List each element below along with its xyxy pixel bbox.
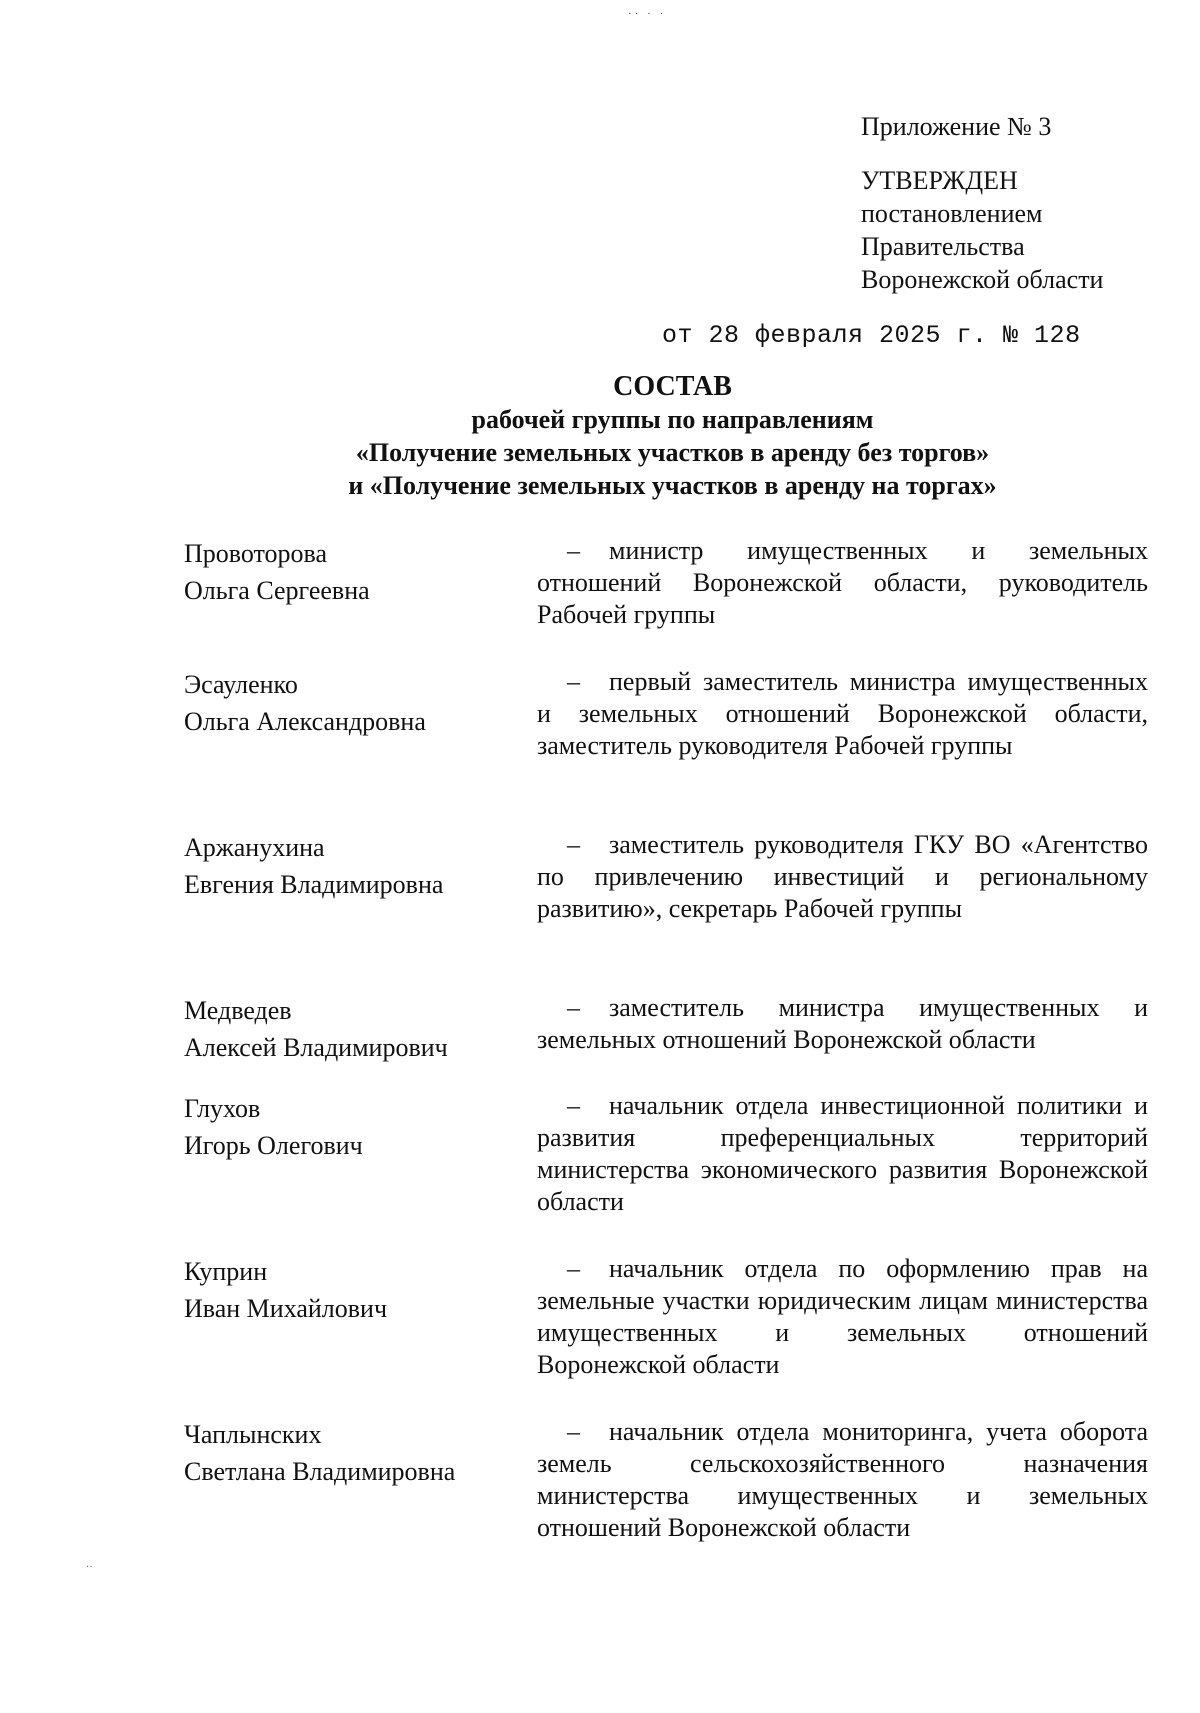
title-main: СОСТАВ xyxy=(613,371,732,402)
member-given-name: Алексей Владимирович xyxy=(184,1033,448,1062)
member-role-text: начальник отдела инвестиционной политики и развития преференциальных территорий министерства экономического развития Воронежской области xyxy=(537,1091,1148,1216)
member-role xyxy=(537,666,1148,762)
member-surname: Медведев xyxy=(184,996,292,1025)
appendix-number: Приложение № 3 xyxy=(861,112,1052,141)
member-surname: Эсауленко xyxy=(184,670,298,699)
member-given-name: Светлана Владимировна xyxy=(184,1457,456,1486)
member-name xyxy=(184,992,448,1066)
member-given-name: Игорь Олегович xyxy=(184,1131,363,1160)
member-role-text: первый заместитель министра имущественных и земельных отношений Воронежской области, заместитель руководителя Рабочей группы xyxy=(537,667,1148,760)
scan-speck: ·· xyxy=(86,1562,93,1573)
member-role-text: начальник отдела по оформлению прав на земельные участки юридическим лицам министерства имущественных и земельных отношений Воронежской области xyxy=(537,1254,1148,1379)
member-name xyxy=(184,1416,455,1490)
member-name xyxy=(184,666,426,740)
approval-block xyxy=(861,110,1103,296)
title-line-1: рабочей группы по направлениям xyxy=(471,405,874,434)
approved-label: УТВЕРЖДЕН xyxy=(861,166,1018,195)
member-surname: Глухов xyxy=(184,1094,261,1123)
member-role xyxy=(537,829,1148,925)
member-role-text: заместитель руководителя ГКУ ВО «Агентство по привлечению инвестиций и региональному развитию», секретарь Рабочей группы xyxy=(537,830,1148,923)
member-name xyxy=(184,1253,387,1327)
member-role xyxy=(537,1253,1148,1381)
member-surname: Чаплынских xyxy=(184,1420,322,1449)
government-label: Правительства xyxy=(861,232,1025,261)
role-dash: – xyxy=(567,1091,580,1120)
member-role xyxy=(537,992,1148,1056)
member-given-name: Иван Михайлович xyxy=(184,1294,388,1323)
title-line-2: «Получение земельных участков в аренду без торгов» xyxy=(355,438,990,467)
member-role xyxy=(537,1090,1148,1218)
member-given-name: Ольга Александровна xyxy=(184,707,426,736)
decree-label: постановлением xyxy=(861,199,1043,228)
title-line-3: и «Получение земельных участков в аренду на торгах» xyxy=(348,471,997,500)
member-given-name: Ольга Сергеевна xyxy=(184,576,370,605)
member-name xyxy=(184,535,370,609)
member-role xyxy=(537,535,1148,631)
region-label: Воронежской области xyxy=(861,265,1104,294)
member-name xyxy=(184,829,443,903)
member-name xyxy=(184,1090,363,1164)
member-surname: Куприн xyxy=(184,1257,268,1286)
member-role-text: министр имущественных и земельных отношений Воронежской области, руководитель Рабочей группы xyxy=(537,536,1148,629)
role-dash: – xyxy=(567,830,580,859)
role-dash: – xyxy=(567,1254,580,1283)
member-role-text: заместитель министра имущественных и земельных отношений Воронежской области xyxy=(537,993,1148,1054)
member-given-name: Евгения Владимировна xyxy=(184,870,444,899)
role-dash: – xyxy=(567,667,580,696)
document-title xyxy=(180,370,1165,502)
member-role xyxy=(537,1416,1148,1544)
member-surname: Аржанухина xyxy=(184,833,325,862)
role-dash: – xyxy=(567,536,580,565)
role-dash: – xyxy=(567,993,580,1022)
member-surname: Провоторова xyxy=(184,539,328,568)
decree-date: от 28 февраля 2025 г. № 128 xyxy=(662,321,1081,350)
member-role-text: начальник отдела мониторинга, учета оборота земель сельскохозяйственного назначения министерства имущественных и земельных отношений Воронежской области xyxy=(537,1417,1148,1542)
scan-marks: ·· · · xyxy=(628,8,667,20)
role-dash: – xyxy=(567,1417,580,1446)
